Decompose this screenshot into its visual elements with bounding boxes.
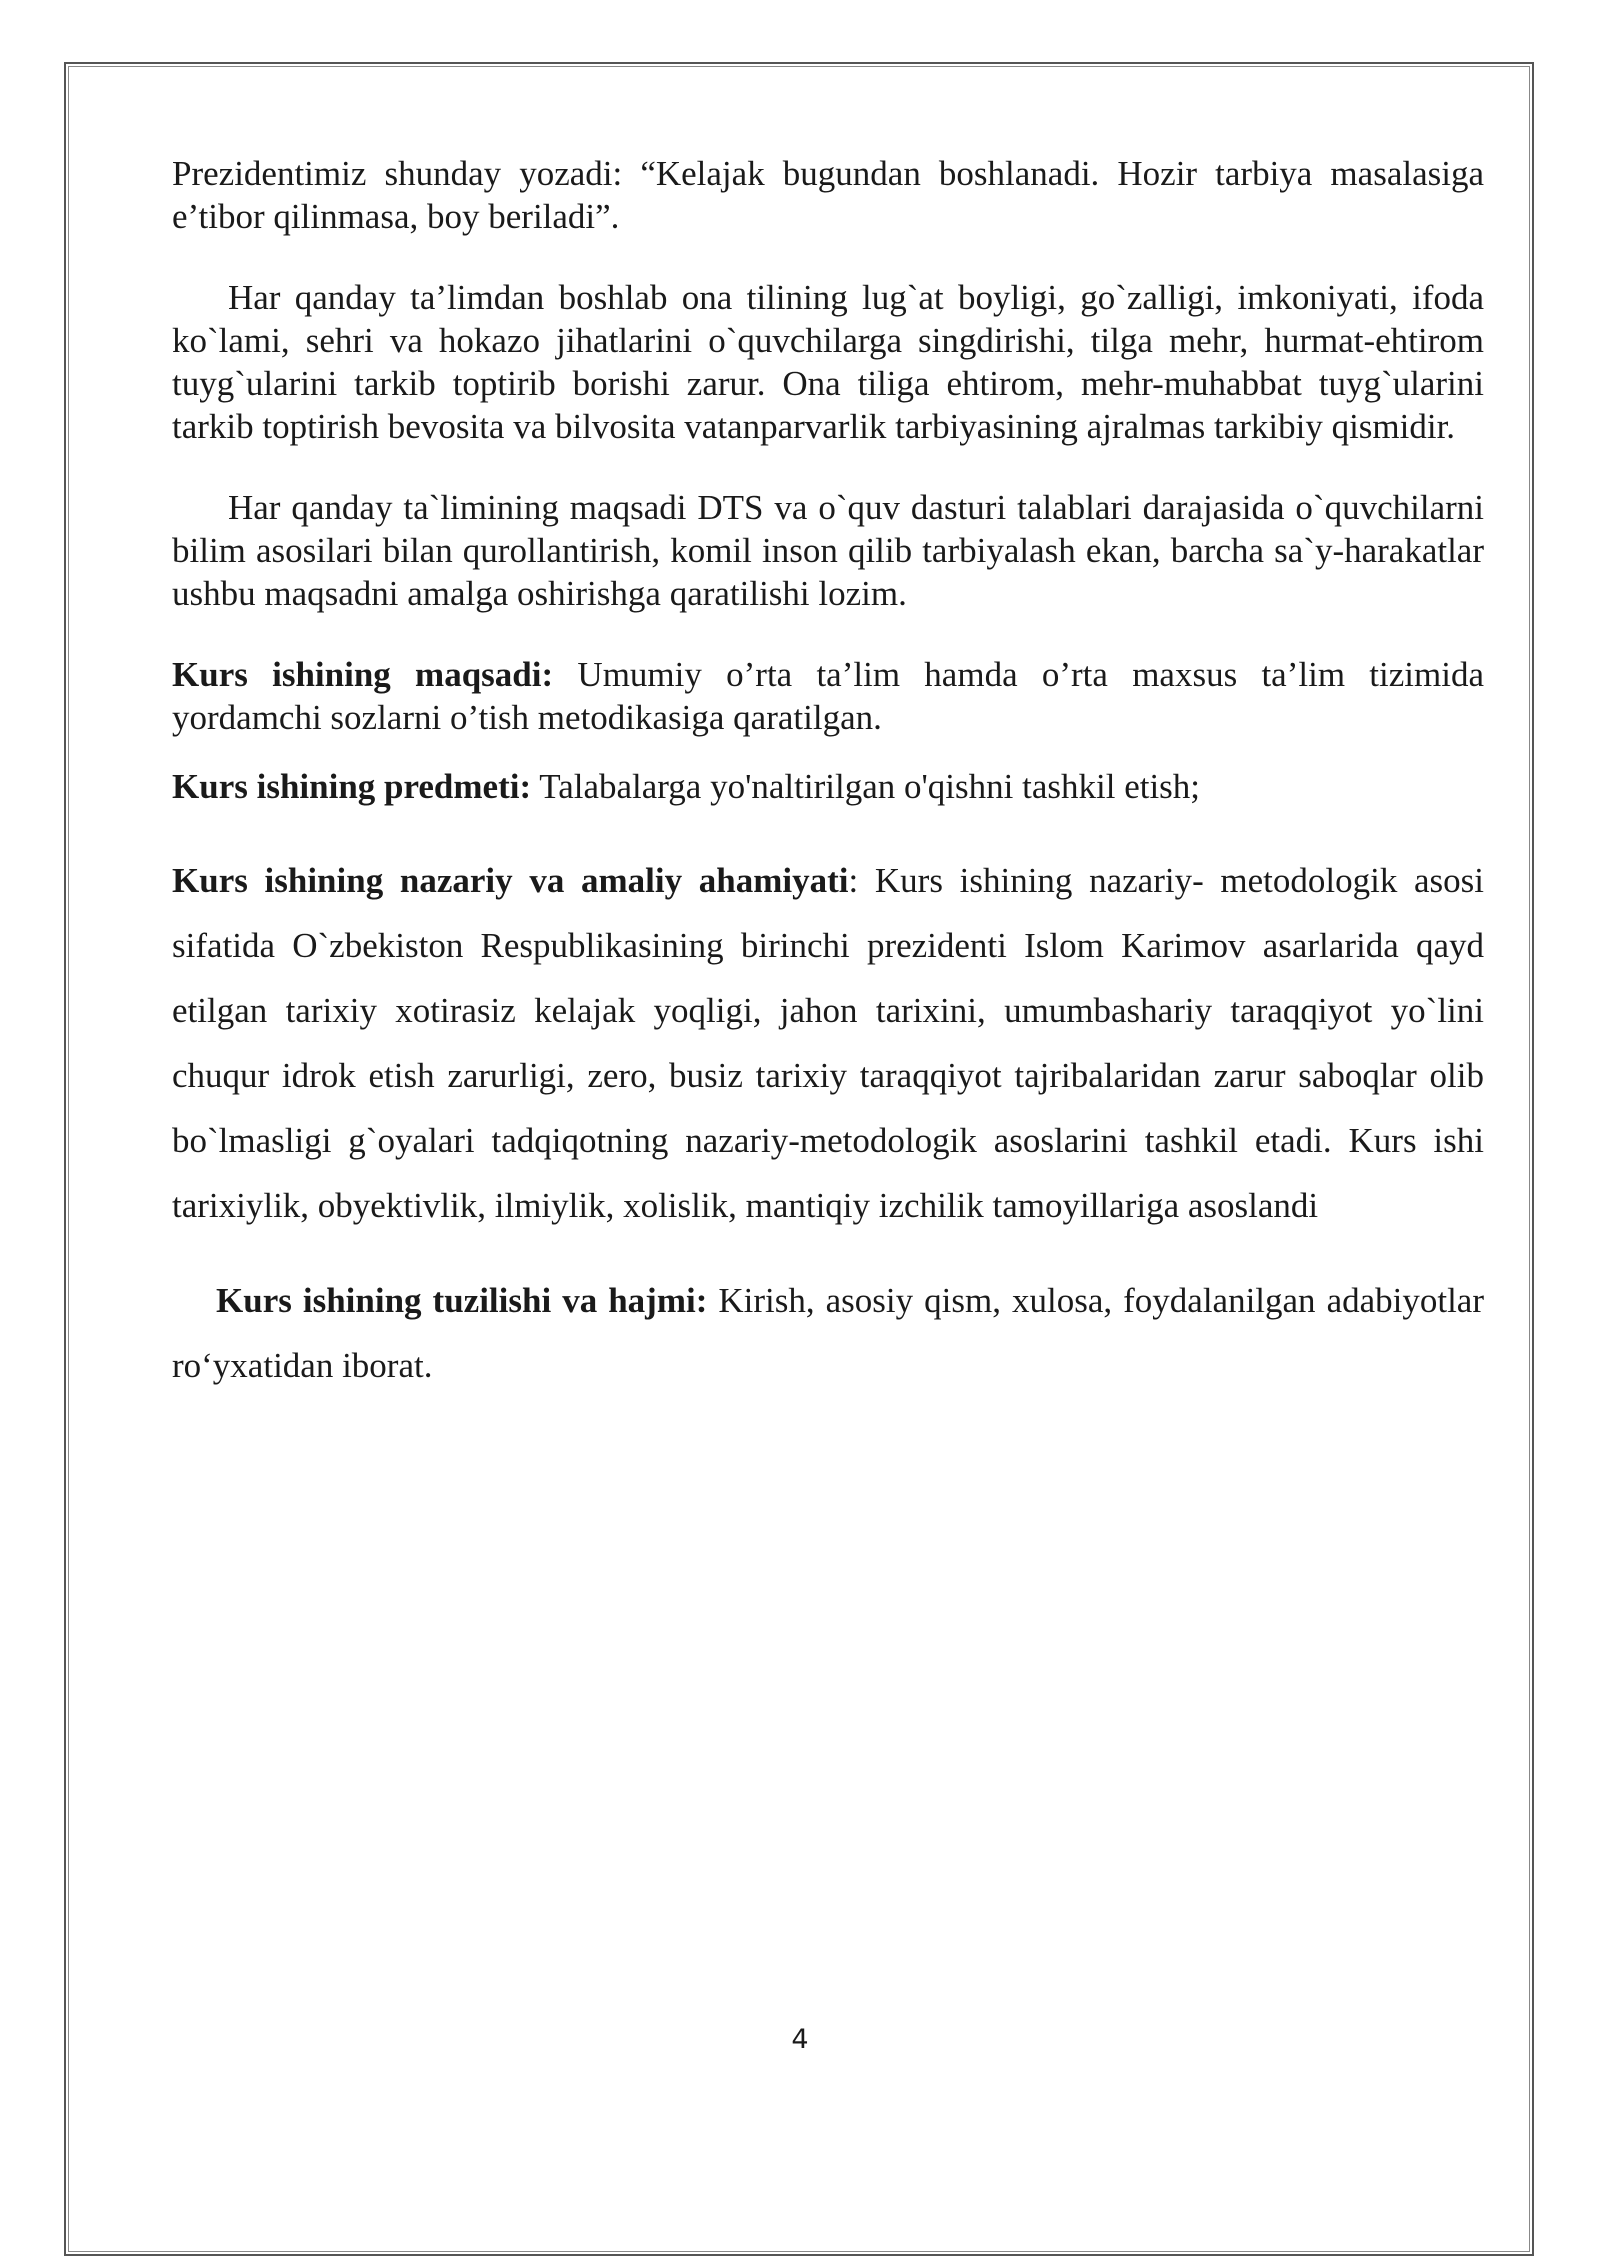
document-body [172,152,1484,1398]
paragraph-course-purpose [172,653,1484,739]
paragraph-mother-tongue: Har qanday ta’limdan boshlab ona tilining lug`at boyligi, go`zalligi, imkoniyati, ifoda ko`lami, sehri va hokazo jihatlarini o`quvchilarga singdirishi, tilga mehr, hurmat-ehtirom tuyg`ularini tarkib toptirib borishi zarur. Ona tiliga ehtirom, mehr-muhabbat tuyg`ularini tarkib toptirish bevosita va bilvosita vatanparvarlik tarbiyasining ajralmas tarkibiy qismidir. [172,278,1484,446]
paragraph-course-structure [172,1268,1484,1398]
page-number: 4 [791,2024,809,2055]
course-significance-label: Kurs ishining nazariy va amaliy ahamiyati [172,861,849,900]
course-structure-label: Kurs ishining tuzilishi va hajmi: [216,1281,708,1320]
paragraph-education-goal: Har qanday ta`limining maqsadi DTS va o`quv dasturi talablari darajasida o`quvchilarni bilim asosilari bilan qurollantirish, komil inson qilib tarbiyalash ekan, barcha sa`y-harakatlar ushbu maqsadni amalga oshirishga qaratilishi lozim. [172,488,1484,613]
course-purpose-text: Umumiy o’rta ta’lim hamda o’rta maxsus ta’lim tizimida yordamchi sozlarni o’tish metodikasiga qaratilgan. [172,655,1484,737]
course-significance-text: : Kurs ishining nazariy- metodologik asosi sifatida O`zbekiston Respublikasining birinchi prezidenti Islom Karimov asarlarida qayd etilgan tarixiy xotirasiz kelajak yoqligi, jahon tarixini, umumbashariy taraqqiyot yo`lini chuqur idrok etish zarurligi, zero, busiz tarixiy taraqqiyot tajribalaridan zarur saboqlar olib bo`lmasligi g`oyalari tadqiqotning nazariy-metodologik asoslarini tashkil etadi. Kurs ishi tarixiylik, obyektivlik, ilmiylik, xolislik, mantiqiy izchilik tamoyillariga asoslandi [172,861,1485,1225]
course-subject-label: Kurs ishining predmeti: [172,767,532,806]
paragraph-course-significance [172,848,1484,1238]
course-subject-text: Talabalarga yo'naltirilgan o'qishni tashkil etish; [531,767,1201,806]
course-purpose-label: Kurs ishining maqsadi: [172,655,554,694]
paragraph-course-subject [172,765,1484,808]
course-structure-text: Kirish, asosiy qism, xulosa, foydalanilgan adabiyotlar ro‘yxatidan iborat. [172,1281,1485,1385]
paragraph-president-quote: Prezidentimiz shunday yozadi: “Kelajak bugundan boshlanadi. Hozir tarbiya masalasiga e’tibor qilinmasa, boy beriladi”. [172,154,1484,236]
